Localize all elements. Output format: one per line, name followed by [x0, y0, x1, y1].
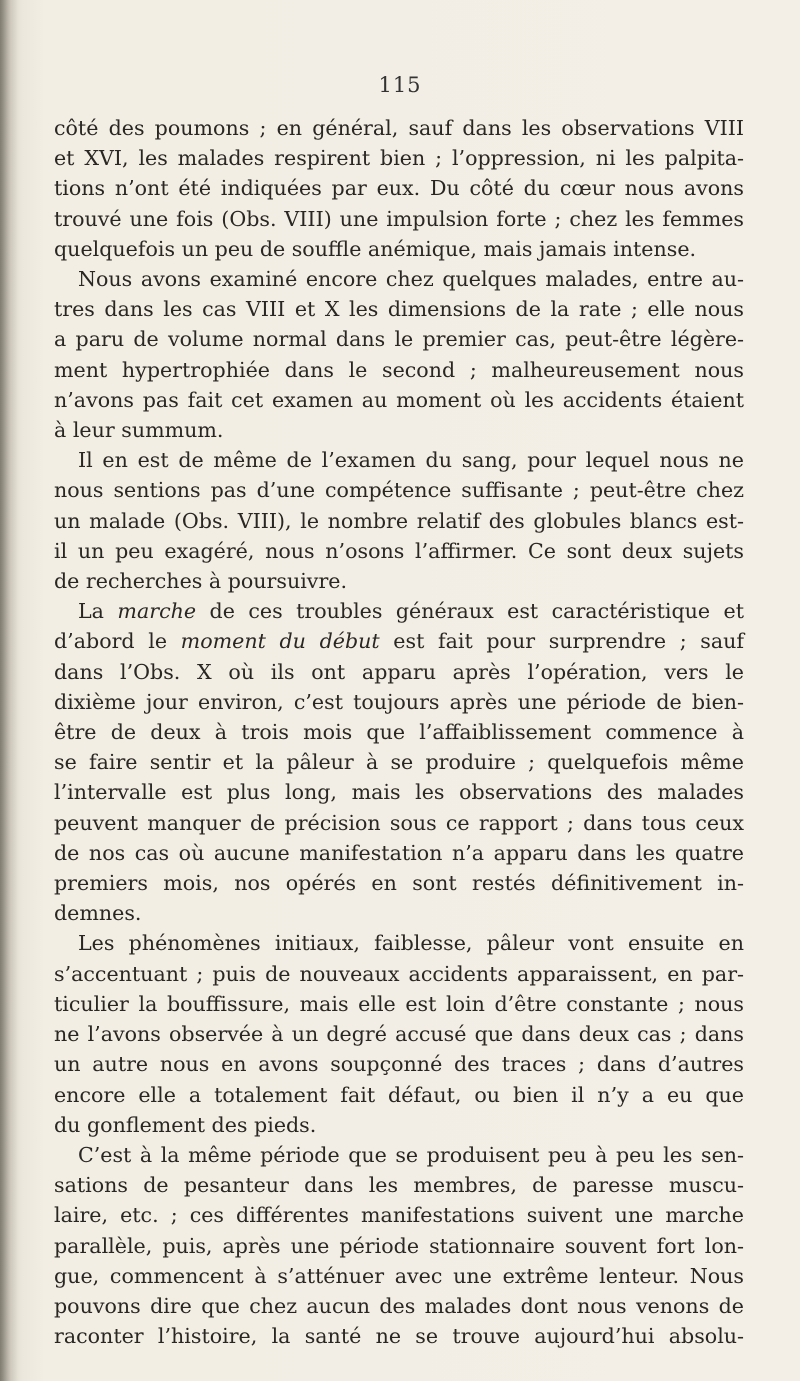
- text-line: pouvons dire que chez aucun des malades dont nous venons de: [54, 1293, 744, 1318]
- text-line: côté des poumons ; en général, sauf dans les observations VIII: [54, 116, 744, 140]
- text-line: encore elle a totalement fait défaut, ou bien il n’y a eu que: [54, 1082, 744, 1107]
- text-line: parallèle, puis, après une période stationnaire souvent fort lon-: [54, 1233, 744, 1258]
- text-line: premiers mois, nos opérés en sont restés définitivement in-: [54, 871, 744, 896]
- text-line: se faire sentir et la pâleur à se produire ; quelquefois même: [54, 750, 744, 775]
- text-line: peuvent manquer de précision sous ce rapport ; dans tous ceux: [54, 810, 744, 835]
- text-line: à leur summum.: [54, 418, 224, 443]
- text-line: sations de pesanteur dans les membres, de paresse muscu-: [54, 1173, 744, 1198]
- text-line: trouvé une fois (Obs. VIII) une impulsion forte ; chez les femmes: [54, 206, 744, 231]
- text-line: C’est à la même période que se produisent peu à peu les sen-: [78, 1142, 744, 1167]
- text-line: être de deux à trois mois que l’affaiblissement commence à: [54, 720, 744, 745]
- text-line: dixième jour environ, c’est toujours après une période de bien-: [54, 689, 744, 714]
- text-line: du gonflement des pieds.: [54, 1112, 317, 1137]
- text-line: tres dans les cas VIII et X les dimensions de la rate ; elle nous: [54, 297, 744, 322]
- page-binding-shadow: [0, 0, 18, 1381]
- page-number: 115: [378, 73, 422, 97]
- text-line: gue, commencent à s’atténuer avec une extrême lenteur. Nous: [54, 1263, 744, 1288]
- text-line: s’accentuant ; puis de nouveaux accidents apparaissent, en par-: [54, 961, 744, 986]
- text-line: l’intervalle est plus long, mais les observations des malades: [54, 780, 744, 805]
- body-text: [54, 113, 744, 1351]
- text-line: nous sentions pas d’une compétence suffisante ; peut-être chez: [54, 478, 744, 503]
- text-line: un malade (Obs. VIII), le nombre relatif des globules blancs est-: [54, 508, 744, 533]
- text-line: dans l’Obs. X où ils ont apparu après l’opération, vers le: [54, 659, 744, 684]
- text-line: ticulier la bouffissure, mais elle est loin d’être constante ; nous: [54, 991, 744, 1016]
- text-line: un autre nous en avons soupçonné des traces ; dans d’autres: [54, 1052, 744, 1077]
- text-line: laire, etc. ; ces différentes manifestations suivent une marche: [54, 1203, 744, 1228]
- text-line: il un peu exagéré, nous n’osons l’affirmer. Ce sont deux sujets: [54, 538, 744, 563]
- text-line: tions n’ont été indiquées par eux. Du côté du cœur nous avons: [54, 176, 744, 201]
- text-line: d’abord le moment du début est fait pour surprendre ; sauf: [54, 629, 745, 654]
- text-line: de nos cas où aucune manifestation n’a apparu dans les quatre: [54, 840, 744, 865]
- text-line: ne l’avons observée à un degré accusé que dans deux cas ; dans: [54, 1022, 744, 1047]
- text-line: n’avons pas fait cet examen au moment où les accidents étaient: [54, 387, 744, 412]
- text-line: a paru de volume normal dans le premier cas, peut-être légère-: [54, 327, 744, 352]
- text-line: Nous avons examiné encore chez quelques malades, entre au-: [78, 267, 744, 292]
- text-line: Il en est de même de l’examen du sang, pour lequel nous ne: [78, 448, 744, 473]
- text-line: La marche de ces troubles généraux est caractéristique et: [78, 599, 745, 624]
- text-line: raconter l’histoire, la santé ne se trouve aujourd’hui absolu-: [54, 1324, 744, 1349]
- text-line: ment hypertrophiée dans le second ; malheureusement nous: [54, 357, 744, 382]
- text-line: demnes.: [54, 901, 142, 926]
- text-line: Les phénomènes initiaux, faiblesse, pâleur vont ensuite en: [78, 931, 744, 956]
- text-line: et XVI, les malades respirent bien ; l’oppression, ni les palpita-: [54, 146, 744, 171]
- text-line: quelquefois un peu de souffle anémique, mais jamais intense.: [54, 236, 697, 261]
- text-line: de recherches à poursuivre.: [54, 569, 348, 594]
